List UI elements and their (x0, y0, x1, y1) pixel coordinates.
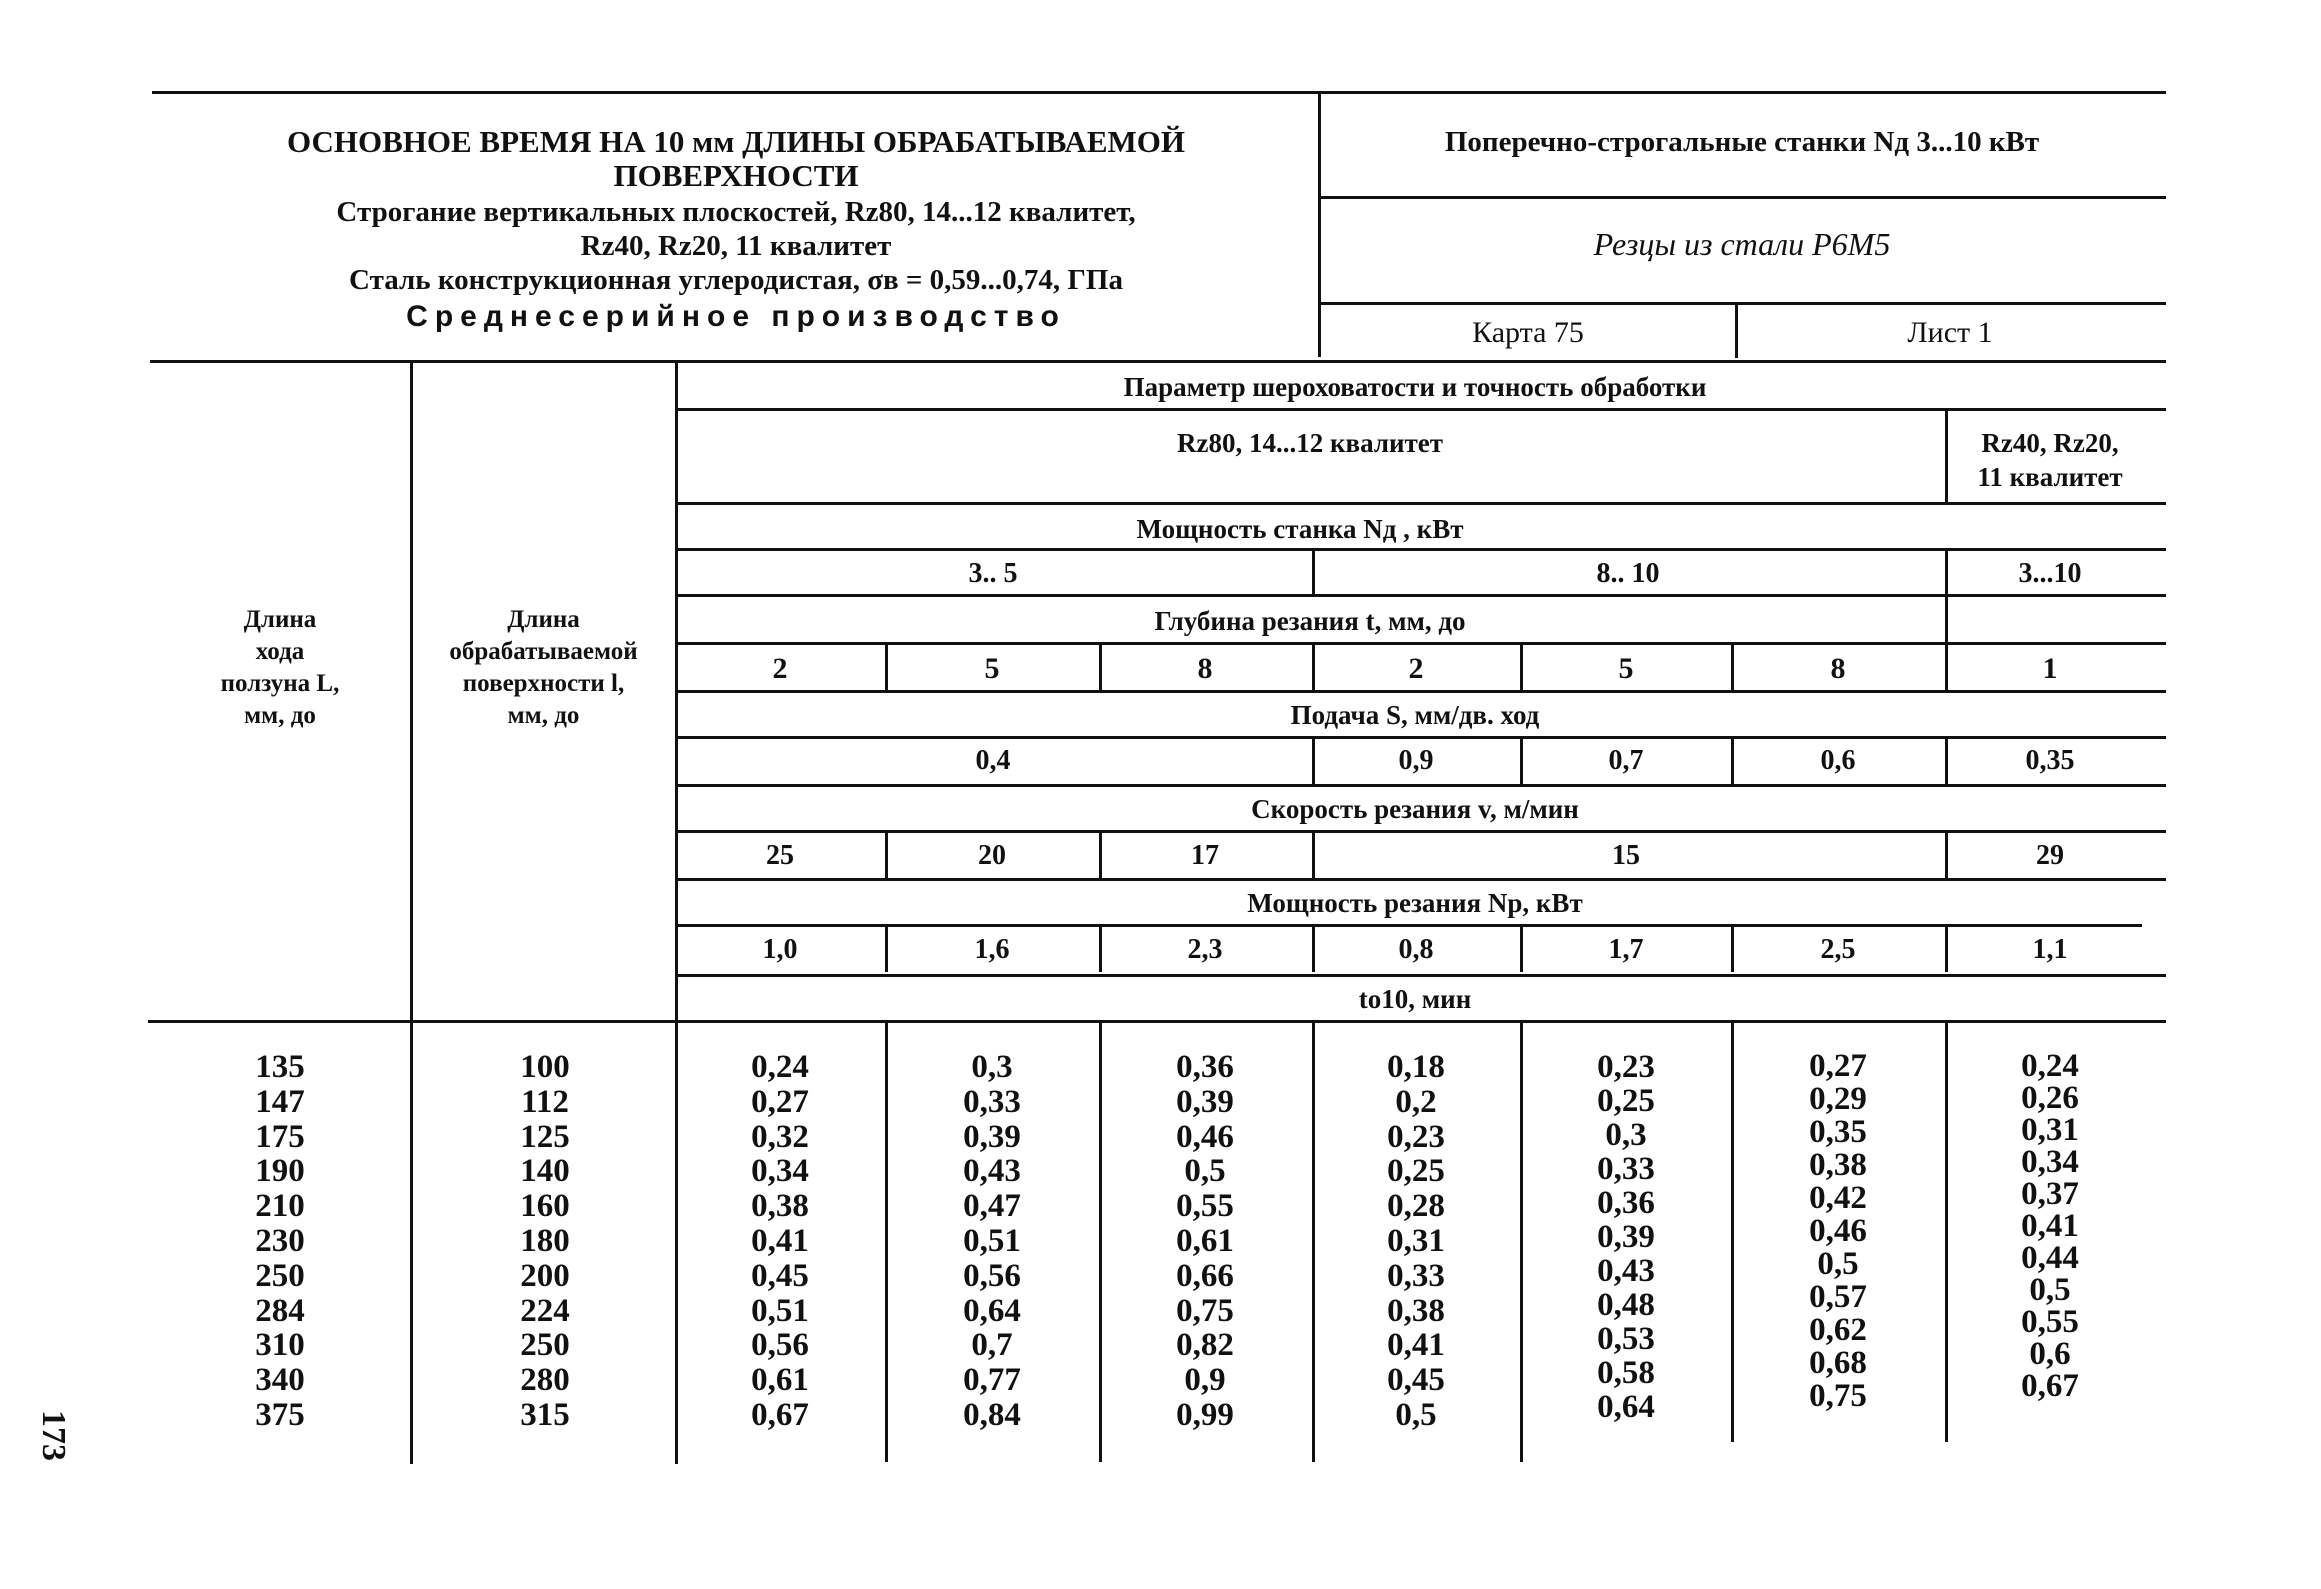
speed-value: 20 (978, 840, 1006, 871)
surface-length-header: Длина обрабатываемой поверхности l, мм, до (449, 606, 638, 729)
depth-value: 5 (1618, 652, 1634, 685)
feed-value: 0,6 (1820, 745, 1856, 776)
roughness-rz40-line1: Rz40, Rz20, (1981, 428, 2119, 458)
depth-value: 8 (1197, 652, 1213, 685)
feed-value: 0,9 (1398, 745, 1434, 776)
depth-value: 2 (1408, 652, 1424, 685)
roughness-rz40-line2: 11 квалитет (1977, 462, 2123, 492)
roughness-rz80: Rz80, 14...12 квалитет (1176, 428, 1444, 458)
cut-power-value: 0,8 (1398, 934, 1434, 965)
depth-value: 8 (1830, 652, 1846, 685)
power-group-3-5: 3.. 5 (968, 558, 1018, 589)
speed-value: 25 (766, 840, 794, 871)
power-group-8-10: 8.. 10 (1596, 558, 1660, 589)
subtitle-operation-2: Rz40, Rz20, 11 квалитет (580, 230, 892, 262)
power-group-3-10: 3...10 (2018, 558, 2082, 589)
feed-value: 0,4 (975, 745, 1011, 776)
time-column: 0,36 0,39 0,46 0,5 0,55 0,61 0,66 0,75 0,82 0,9 0,99 (1176, 1049, 1234, 1433)
subtitle-production: Среднесерийное производство (406, 300, 1066, 333)
card-number: Карта 75 (1472, 316, 1584, 349)
cut-depth-header: Глубина резания t, мм, до (1154, 606, 1466, 636)
cut-power-value: 2,5 (1820, 934, 1856, 965)
subtitle-operation-1: Строгание вертикальных плоскостей, Rz80, 14...12 квалитет, (336, 196, 1136, 228)
feed-header: Подача S, мм/дв. ход (1290, 700, 1540, 730)
depth-value: 1 (2042, 652, 2058, 685)
cut-power-value: 1,0 (762, 934, 798, 965)
machine-time-header: tо10, мин (1358, 984, 1472, 1014)
time-column: 0,24 0,27 0,32 0,34 0,38 0,41 0,45 0,51 0,56 0,61 0,67 (751, 1049, 809, 1433)
stroke-length-column: 135 147 175 190 210 230 250 284 310 340 375 (255, 1049, 305, 1433)
roughness-header: Параметр шероховатости и точность обработки (1123, 372, 1707, 402)
title-line-1: ОСНОВНОЕ ВРЕМЯ НА 10 мм ДЛИНЫ ОБРАБАТЫВАЕМОЙ (286, 124, 1186, 159)
time-column: 0,24 0,26 0,31 0,34 0,37 0,41 0,44 0,5 0,55 0,6 0,67 (2021, 1048, 2079, 1404)
feed-value: 0,35 (2025, 745, 2075, 776)
tool-material: Резцы из стали Р6М5 (1593, 226, 1891, 262)
speed-value: 17 (1191, 840, 1219, 871)
cut-power-value: 1,7 (1608, 934, 1644, 965)
subtitle-material: Сталь конструкционная углеродистая, σв = 0,59...0,74, ГПа (349, 264, 1123, 296)
page-number: 173 (35, 1410, 72, 1461)
time-column: 0,3 0,33 0,39 0,43 0,47 0,51 0,56 0,64 0,7 0,77 0,84 (963, 1049, 1021, 1433)
cutting-speed-header: Скорость резания v, м/мин (1251, 794, 1579, 824)
cut-power-value: 2,3 (1187, 934, 1223, 965)
machine-power-header: Мощность станка Nд , кВт (1136, 514, 1464, 544)
time-column: 0,27 0,29 0,35 0,38 0,42 0,46 0,5 0,57 0,62 0,68 0,75 (1809, 1048, 1867, 1414)
machine-type: Поперечно-строгальные станки Nд 3...10 кВт (1444, 126, 2040, 158)
cutting-power-header: Мощность резания Nр, кВт (1247, 888, 1583, 918)
cut-power-value: 1,1 (2032, 934, 2068, 965)
title-line-2: ПОВЕРХНОСТИ (613, 158, 859, 193)
time-column: 0,23 0,25 0,3 0,33 0,36 0,39 0,43 0,48 0,53 0,58 0,64 (1597, 1049, 1655, 1425)
depth-value: 2 (772, 652, 788, 685)
surface-length-column: 100 112 125 140 160 180 200 224 250 280 315 (520, 1049, 570, 1433)
speed-value: 29 (2036, 840, 2064, 871)
sheet-number: Лист 1 (1907, 316, 1993, 349)
feed-value: 0,7 (1608, 745, 1644, 776)
stroke-length-header: Длина хода ползуна L, мм, до (220, 606, 340, 729)
time-column: 0,18 0,2 0,23 0,25 0,28 0,31 0,33 0,38 0,41 0,45 0,5 (1387, 1049, 1445, 1433)
cut-power-value: 1,6 (974, 934, 1010, 965)
depth-value: 5 (984, 652, 1000, 685)
speed-value: 15 (1612, 840, 1640, 871)
